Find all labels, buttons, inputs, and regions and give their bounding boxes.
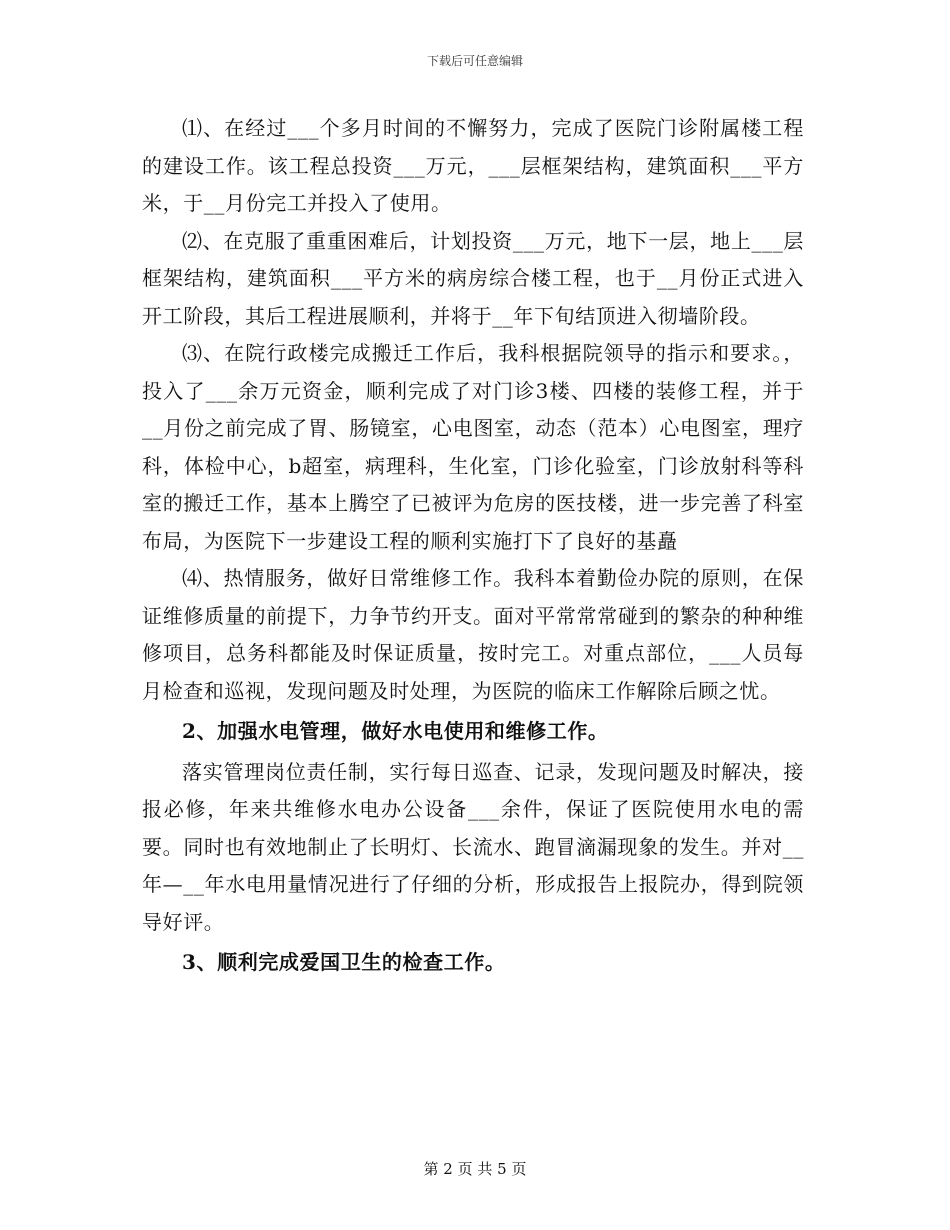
page-number: 第 2 页 共 5 页 [423, 1160, 527, 1178]
page-header: 下载后可任意编辑 [426, 54, 523, 68]
paragraph-item-4: ⑷、热情服务，做好日常维修工作。我科本着勤俭办院的原则，在保证维修质量的前提下，力争节约开支。面对平常常常碰到的繁杂的种种维修项目，总务科都能及时保证质量，按时完工。对重点部位，___人员每月检查和巡视，发现问题及时处理，为医院的临床工作解除后顾之忧。 [142, 566, 804, 703]
section-heading-2: 2、加强水电管理，做好水电使用和维修工作。 [182, 719, 609, 743]
paragraph-item-3: ⑶、在院行政楼完成搬迁工作后，我科根据院领导的指示和要求。，投入了___余万元资金，顺利完成了对门诊3楼、四楼的装修工程，并于__月份之前完成了胃、肠镜室，心电图室，动态（范本）心电图室，理疗科，体检中心，b超室，病理科，生化室，门诊化验室，门诊放射科等科室的搬迁工作，基本上腾空了已被评为危房的医技楼，进一步完善了科室布局，为医院下一步建设工程的顺利实施打下了良好的基矗 [142, 341, 804, 553]
document-body [142, 110, 804, 985]
paragraph-item-1: ⑴、在经过___个多月时间的不懈努力，完成了医院门诊附属楼工程的建设工作。该工程总投资___万元，___层框架结构，建筑面积___平方米，于__月份完工并投入了使用。 [142, 116, 804, 215]
paragraph-item-2: ⑵、在克服了重重困难后，计划投资___万元，地下一层，地上___层框架结构，建筑面积___平方米的病房综合楼工程，也于__月份正式进入开工阶段，其后工程进展顺利，并将于__年下旬结顶进入彻墙阶段。 [142, 228, 804, 328]
section-heading-3: 3、顺利完成爱国卫生的检查工作。 [182, 950, 506, 974]
paragraph-water-electric: 落实管理岗位责任制，实行每日巡查、记录，发现问题及时解决，接报必修，年来共维修水电办公设备___余件，保证了医院使用水电的需要。同时也有效地制止了长明灯、长流水、跑冒滴漏现象的发生。并对__年—__年水电用量情况进行了仔细的分析，形成报告上报院办，得到院领导好评。 [142, 759, 804, 934]
